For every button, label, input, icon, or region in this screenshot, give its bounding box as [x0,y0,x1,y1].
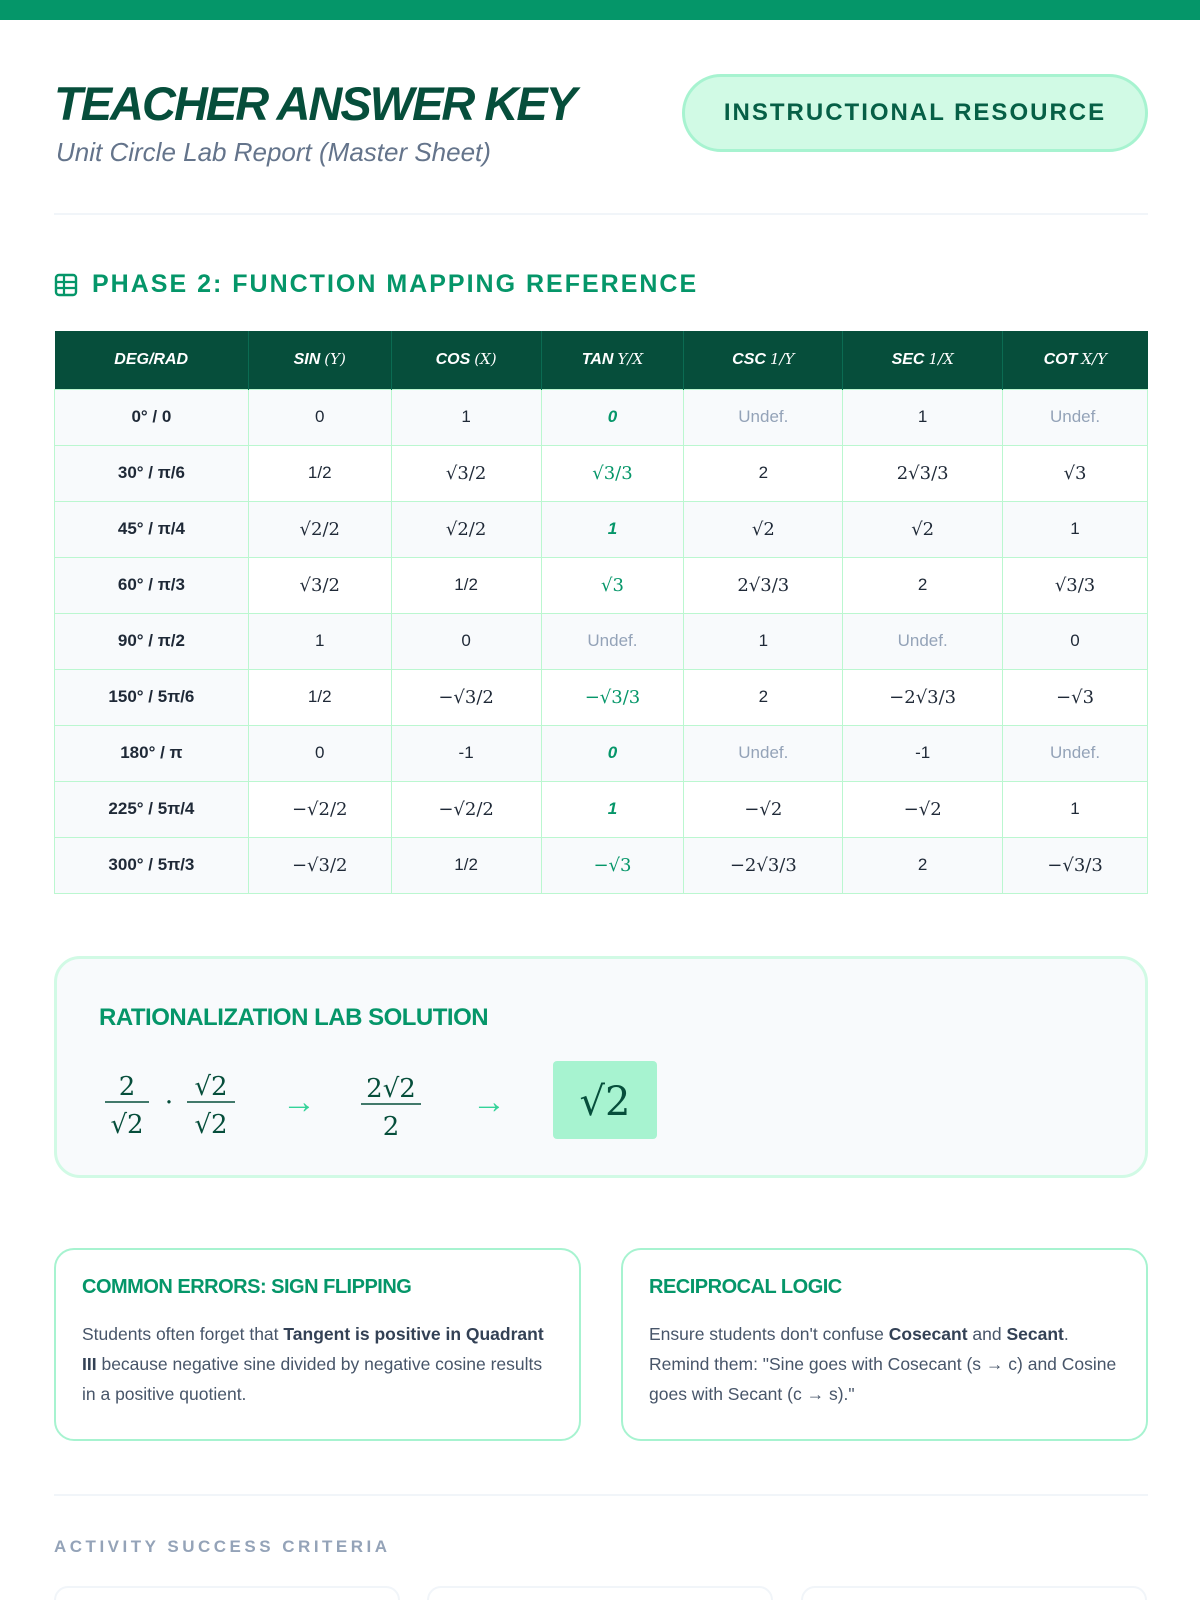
column-sub: (X) [474,350,497,369]
cell-sec: √2 [843,501,1003,557]
cell-cos: -1 [391,725,541,781]
criteria-card [427,1586,773,1600]
common-errors-card [54,1248,581,1441]
cell-cos: 0 [391,613,541,669]
cell-sec: −2√3/3 [843,669,1003,725]
cell-cos: √2/2 [391,501,541,557]
table-icon [54,273,78,297]
page-subtitle: Unit Circle Lab Report (Master Sheet) [56,137,491,167]
cell-sec: 1 [843,389,1003,445]
table-row [55,837,1148,893]
reciprocal-logic-card [621,1248,1148,1441]
cell-tan: √3/3 [541,445,684,501]
table-row [55,445,1148,501]
column-header-degrad [55,331,249,389]
cell-csc: 2 [684,669,843,725]
rationalization-card [54,956,1148,1178]
rationalization-title: RATIONALIZATION LAB SOLUTION [99,1004,489,1031]
column-label: CSC [732,351,766,369]
common-errors-title: COMMON ERRORS: SIGN FLIPPING [82,1276,412,1298]
page-title: TEACHER ANSWER KEY [54,77,576,130]
cell-tan: Undef. [541,613,684,669]
cell-csc: −√2 [684,781,843,837]
step2-denominator: 2 [382,1112,400,1141]
cell-tan: −√3 [541,837,684,893]
cell-cos: 1/2 [391,837,541,893]
cell-cos: −√2/2 [391,781,541,837]
criteria-card [801,1586,1147,1600]
instructional-resource-badge: INSTRUCTIONAL RESOURCE [682,74,1148,152]
cell-csc: 1 [684,613,843,669]
cell-cot: 1 [1003,781,1148,837]
cell-csc: 2 [684,445,843,501]
table-row [55,725,1148,781]
arrow-icon: → [282,1083,316,1121]
body-text: Students often forget that [82,1324,284,1344]
reciprocal-logic-body [649,1319,1120,1409]
cell-degrad: 0° / 0 [55,389,249,445]
column-label: TAN [581,351,614,369]
phase2-title: PHASE 2: FUNCTION MAPPING REFERENCE [92,270,699,298]
cell-cos: 1/2 [391,557,541,613]
cell-cos: −√3/2 [391,669,541,725]
column-header-tan [541,331,684,389]
column-sub: 1/Y [769,350,795,369]
cell-csc: −2√3/3 [684,837,843,893]
top-accent-bar [0,0,1200,20]
cell-degrad: 45° / π/4 [55,501,249,557]
column-label: SEC [891,351,925,369]
cell-csc: √2 [684,501,843,557]
body-text: Ensure students don't confuse [649,1324,889,1344]
step2-numerator: 2√2 [366,1074,416,1104]
header-divider [54,213,1148,215]
cell-sec: 2√3/3 [843,445,1003,501]
cell-tan: 1 [541,501,684,557]
column-sub: 1/X [928,350,954,369]
reciprocal-logic-title: RECIPROCAL LOGIC [649,1276,842,1298]
table-row [55,389,1148,445]
cell-sin: 1/2 [248,445,391,501]
cell-tan: 0 [541,389,684,445]
body-text: and [967,1324,1007,1344]
table-header-row [55,331,1148,389]
cell-tan: −√3/3 [541,669,684,725]
cell-tan: 0 [541,725,684,781]
cell-csc: Undef. [684,725,843,781]
body-text: because negative sine divided by negative cosine results in a positive quotient. [82,1354,543,1404]
cell-sec: Undef. [843,613,1003,669]
cell-cot: Undef. [1003,725,1148,781]
column-header-sin [248,331,391,389]
table-row [55,501,1148,557]
cell-cos: √3/2 [391,445,541,501]
body-emphasis: Cosecant [888,1324,968,1344]
arrow-icon: → [472,1083,506,1121]
cell-cot: 1 [1003,501,1148,557]
column-header-sec [843,331,1003,389]
final-answer-value: √2 [579,1079,631,1125]
cell-sin: 0 [248,725,391,781]
phase2-heading [54,270,698,299]
cell-sin: 1 [248,613,391,669]
cell-cot: −√3/3 [1003,837,1148,893]
cell-cot: √3 [1003,445,1148,501]
criteria-card [54,1586,400,1600]
cell-degrad: 300° / 5π/3 [55,837,249,893]
footer-divider [54,1494,1148,1496]
cell-cot: 0 [1003,613,1148,669]
step1-multiplier-denominator: √2 [194,1110,228,1140]
cell-sin: √3/2 [248,557,391,613]
cell-sin: 1/2 [248,669,391,725]
cell-sin: 0 [248,389,391,445]
cell-tan: 1 [541,781,684,837]
cell-cos: 1 [391,389,541,445]
cell-degrad: 30° / π/6 [55,445,249,501]
body-emphasis: Tangent is positive in Quadrant III [82,1324,544,1374]
step1-numerator: 2 [118,1072,136,1102]
cell-sec: -1 [843,725,1003,781]
final-answer [553,1061,657,1139]
column-label: SIN [293,351,321,369]
cell-degrad: 180° / π [55,725,249,781]
cell-sin: −√2/2 [248,781,391,837]
cell-degrad: 225° / 5π/4 [55,781,249,837]
column-label: COS [435,351,471,369]
success-criteria-title: ACTIVITY SUCCESS CRITERIA [54,1537,391,1556]
rationalization-steps [99,1061,539,1141]
step1-multiplier-numerator: √2 [194,1072,228,1102]
function-mapping-table [54,331,1148,894]
table-row [55,781,1148,837]
column-sub: Y/X [617,350,644,369]
rationalization-equation [99,1061,999,1141]
cell-sec: −√2 [843,781,1003,837]
cell-degrad: 90° / π/2 [55,613,249,669]
cell-sin: √2/2 [248,501,391,557]
column-label: COT [1043,351,1078,369]
cell-sin: −√3/2 [248,837,391,893]
page-header [54,72,1148,182]
cell-sec: 2 [843,837,1003,893]
column-header-cos [391,331,541,389]
column-header-csc [684,331,843,389]
cell-cot: Undef. [1003,389,1148,445]
cell-sec: 2 [843,557,1003,613]
column-sub: X/Y [1081,350,1107,369]
table-row [55,669,1148,725]
column-label: DEG/RAD [114,350,189,368]
final-answer-box [553,1061,657,1139]
cell-cot: −√3 [1003,669,1148,725]
column-sub: (Y) [324,350,346,369]
body-text: . Remind them: "Sine goes with Cosecant (s → c) and Cosine goes with Secant (c → s)." [649,1324,1117,1404]
cell-degrad: 150° / 5π/6 [55,669,249,725]
step1-denominator: √2 [110,1110,144,1140]
body-emphasis: Secant [1006,1324,1064,1344]
cell-csc: 2√3/3 [684,557,843,613]
multiply-dot: · [164,1088,174,1118]
cell-degrad: 60° / π/3 [55,557,249,613]
table-row [55,557,1148,613]
cell-csc: Undef. [684,389,843,445]
column-header-cot [1003,331,1148,389]
cell-cot: √3/3 [1003,557,1148,613]
table-row [55,613,1148,669]
common-errors-body [82,1319,553,1409]
cell-tan: √3 [541,557,684,613]
